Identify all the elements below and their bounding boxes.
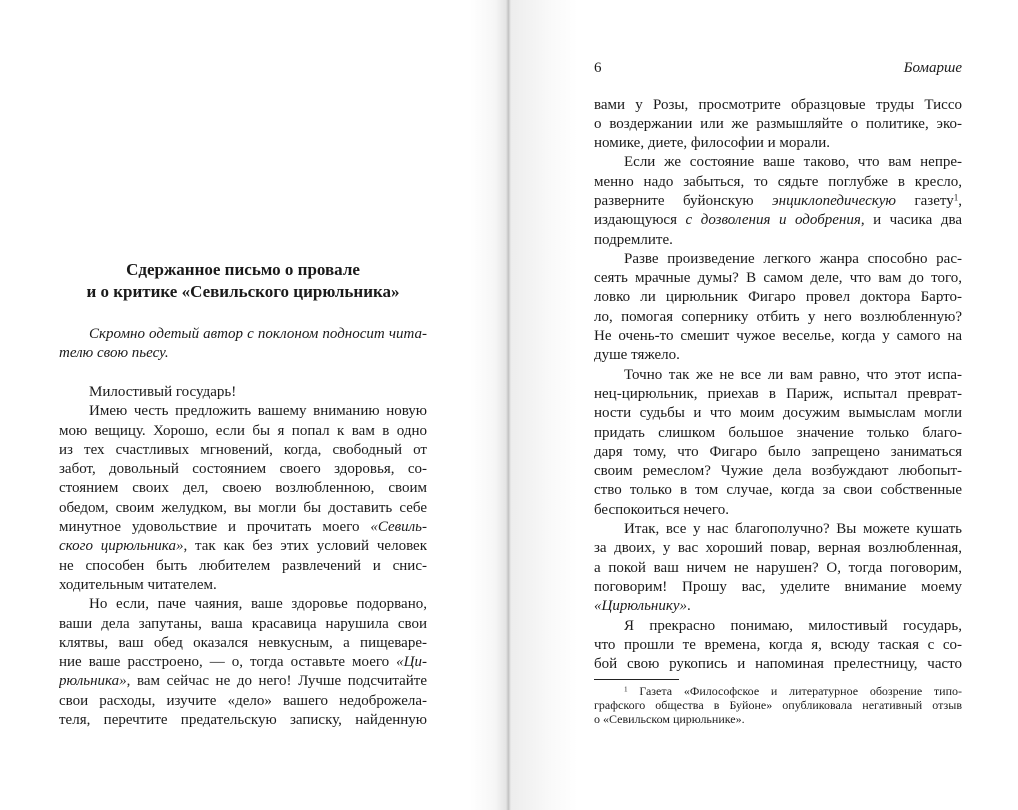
text-segment: ловко ли цирюльник Фигаро провел доктора Барто-: [594, 289, 962, 306]
text-line: [59, 576, 427, 595]
text-line: [594, 96, 962, 115]
chapter-title: [59, 259, 427, 303]
text-segment: менно надо забыться, то сядьте поглубже в кресло,: [594, 173, 962, 190]
text-segment: разверните буйонскую: [594, 192, 773, 209]
text-line: [594, 501, 962, 520]
text-line: [594, 327, 962, 346]
text-segment: минутное удовольствие и прочитать моего: [59, 519, 371, 536]
text-line: [594, 684, 962, 698]
text-segment: а покой ваш ничем не нарушен? О, тогда поговорим,: [594, 559, 962, 576]
text-segment: , и часика два: [860, 212, 962, 229]
text-segment: бой свою рукопись и напоминая прелестницу, часто: [594, 656, 962, 673]
text-segment: придать слишком большое значение только благо-: [594, 424, 962, 441]
text-segment: стоянием своих дел, своею возлюбленною, своим: [59, 480, 427, 497]
text-segment: Милостивый государь!: [89, 384, 237, 400]
right-page: [508, 0, 1018, 810]
text-segment: ло, помогая сопернику отбить у него возлюбленную?: [594, 308, 962, 325]
running-head: Бомарше: [903, 60, 962, 76]
text-line: [59, 499, 427, 518]
text-line: [594, 424, 962, 443]
footnote-marker: 1: [953, 192, 959, 203]
text-segment: о «Севильском цирюльнике».: [594, 712, 745, 726]
text-segment: своим ремеслом? Чужие дела возбуждают любопыт-: [594, 463, 962, 480]
text-line: [594, 115, 962, 134]
text-segment: обедом, своим желудком, вы могли бы доставить себе: [59, 499, 427, 516]
text-segment: ходительным читателем.: [59, 576, 217, 593]
chapter-title-line: Сдержанное письмо о провале: [126, 260, 360, 279]
italic-text: «Цирюльнику»: [594, 598, 688, 615]
text-line: [594, 134, 962, 153]
text-line: [59, 634, 427, 653]
text-segment: душе тяжело.: [594, 347, 680, 364]
chapter-title-line: и о критике «Севильского цирюльника»: [86, 282, 400, 301]
footnote-divider: [594, 679, 679, 680]
text-line: [594, 712, 962, 726]
text-line: [594, 250, 962, 269]
text-line: [594, 698, 962, 712]
text-segment: нец-цирюльник, приехав в Париж, испытал преврат-: [594, 385, 962, 402]
text-segment: ние ваше расстроено, — о, тогда оставьте моего: [59, 654, 397, 671]
text-segment: Итак, все у нас благополучно? Вы можете кушать: [624, 521, 962, 538]
text-line: [594, 231, 962, 250]
text-line: [59, 557, 427, 576]
italic-text: энциклопедическую: [772, 192, 897, 209]
right-body-text: [594, 96, 962, 675]
text-segment: поговорим! Прошу вас, уделите внимание моему: [594, 578, 962, 595]
text-segment: Я прекрасно понимаю, милостивый государь,: [624, 617, 962, 634]
text-segment: графского общества в Буйоне» опубликовала негативный отзыв: [594, 698, 962, 712]
text-line: [594, 443, 962, 462]
text-line: [59, 344, 427, 363]
text-segment: не способен быть любителем развлечений и снис-: [59, 557, 427, 574]
text-segment: Скромно одетый автор с поклоном подносит чита-: [89, 326, 427, 342]
text-segment: беспокоиться нечего.: [594, 501, 729, 518]
italic-text: ского цирюльника»: [59, 538, 184, 555]
text-line: [59, 537, 427, 556]
text-segment: клятвы, ваш обед оказался невкусным, а пищеваре-: [59, 634, 427, 651]
text-line: [59, 422, 427, 441]
text-segment: подремлите.: [594, 231, 673, 248]
text-segment: номике, диете, философии и морали.: [594, 135, 830, 152]
text-line: [594, 173, 962, 192]
text-segment: теля, перечтите предательскую записку, найденную: [59, 712, 427, 729]
text-line: [59, 441, 427, 460]
text-segment: ваши дела запутаны, ваша красавица нарушила свои: [59, 615, 427, 632]
page-number: 6: [594, 60, 602, 76]
text-line: [59, 402, 427, 421]
text-segment: газету: [896, 192, 954, 209]
text-segment: что прошли те времена, когда я, всюду таская с со-: [594, 636, 962, 653]
text-line: [59, 595, 427, 614]
text-line: [594, 192, 962, 211]
text-line: [594, 617, 962, 636]
text-segment: свои расходы, изучите «дело» вашего недоброжела-: [59, 692, 427, 709]
text-segment: сеять мрачные думы? В самом деле, что вам до того,: [594, 270, 962, 287]
italic-text: «Севиль-: [370, 519, 427, 536]
text-line: [594, 346, 962, 365]
text-segment: ство только в том случае, когда за свои собственные: [594, 482, 962, 499]
text-line: [594, 655, 962, 674]
text-segment: за двоих, у вас хороший повар, верная возлюбленная,: [594, 540, 962, 557]
text-segment: ,: [958, 192, 962, 209]
text-line: [59, 325, 427, 344]
text-line: [59, 518, 427, 537]
text-line: [594, 539, 962, 558]
text-segment: Точно так же не все ли вам равно, что этот испа-: [624, 366, 962, 383]
text-segment: издающуюся: [594, 212, 686, 229]
text-line: [59, 479, 427, 498]
text-segment: мою вещицу. Хорошо, если бы я попал к вам в одно: [59, 422, 427, 439]
footnote: [594, 684, 962, 726]
text-line: [594, 211, 962, 230]
text-line: [594, 269, 962, 288]
text-segment: даря тому, что Фигаро было запрещено заниматься: [594, 443, 962, 460]
text-line: [59, 460, 427, 479]
text-line: [594, 385, 962, 404]
text-line: [594, 308, 962, 327]
text-line: [59, 383, 427, 402]
left-page: [0, 0, 508, 810]
italic-text: с дозволения и одобрения: [685, 212, 861, 229]
text-segment: ности судьбы и что моим досужим вымыслам могли: [594, 405, 962, 422]
text-line: [594, 153, 962, 172]
text-segment: Но если, паче чаяния, ваше здоровье подорвано,: [89, 596, 427, 613]
page-header: [594, 58, 962, 78]
text-line: [594, 520, 962, 539]
text-segment: о воздержании или же размышляйте о политике, эко-: [594, 115, 962, 132]
text-segment: Газета «Философское и литературное обозрение типо-: [627, 684, 962, 698]
text-line: [594, 404, 962, 423]
text-line: [594, 288, 962, 307]
text-line: [59, 692, 427, 711]
text-line: [59, 672, 427, 691]
text-segment: .: [687, 598, 691, 615]
text-segment: забот, довольный состоянием своего здоровья, со-: [59, 461, 427, 478]
text-segment: Если же состояние ваше таково, что вам непре-: [624, 154, 962, 171]
text-segment: из тех счастливых мгновений, когда, свободный от: [59, 441, 427, 458]
italic-text: «Ци-: [396, 654, 427, 671]
text-segment: вами у Розы, просмотрите образцовые труды Тиссо: [594, 96, 962, 113]
text-segment: , вам сейчас не до него! Лучше подсчитайте: [126, 673, 427, 690]
epigraph: [59, 325, 427, 364]
text-line: [594, 636, 962, 655]
text-line: [59, 711, 427, 730]
footnote-marker: 1: [624, 685, 628, 694]
italic-text: рюльника»: [59, 673, 127, 690]
text-segment: телю свою пьесу.: [59, 345, 169, 362]
text-segment: Не очень-то смешит чужое веселье, когда у самого на: [594, 328, 962, 345]
text-line: [594, 578, 962, 597]
text-line: [59, 615, 427, 634]
text-line: [594, 462, 962, 481]
text-segment: Разве произведение легкого жанра способно рас-: [624, 250, 962, 267]
text-line: [594, 597, 962, 616]
text-line: [594, 559, 962, 578]
text-line: [594, 366, 962, 385]
text-line: [594, 481, 962, 500]
text-segment: , так как без этих условий человек: [183, 538, 427, 555]
text-line: [59, 653, 427, 672]
left-body-text: [59, 383, 427, 730]
text-segment: Имею честь предложить вашему вниманию новую: [89, 403, 427, 420]
